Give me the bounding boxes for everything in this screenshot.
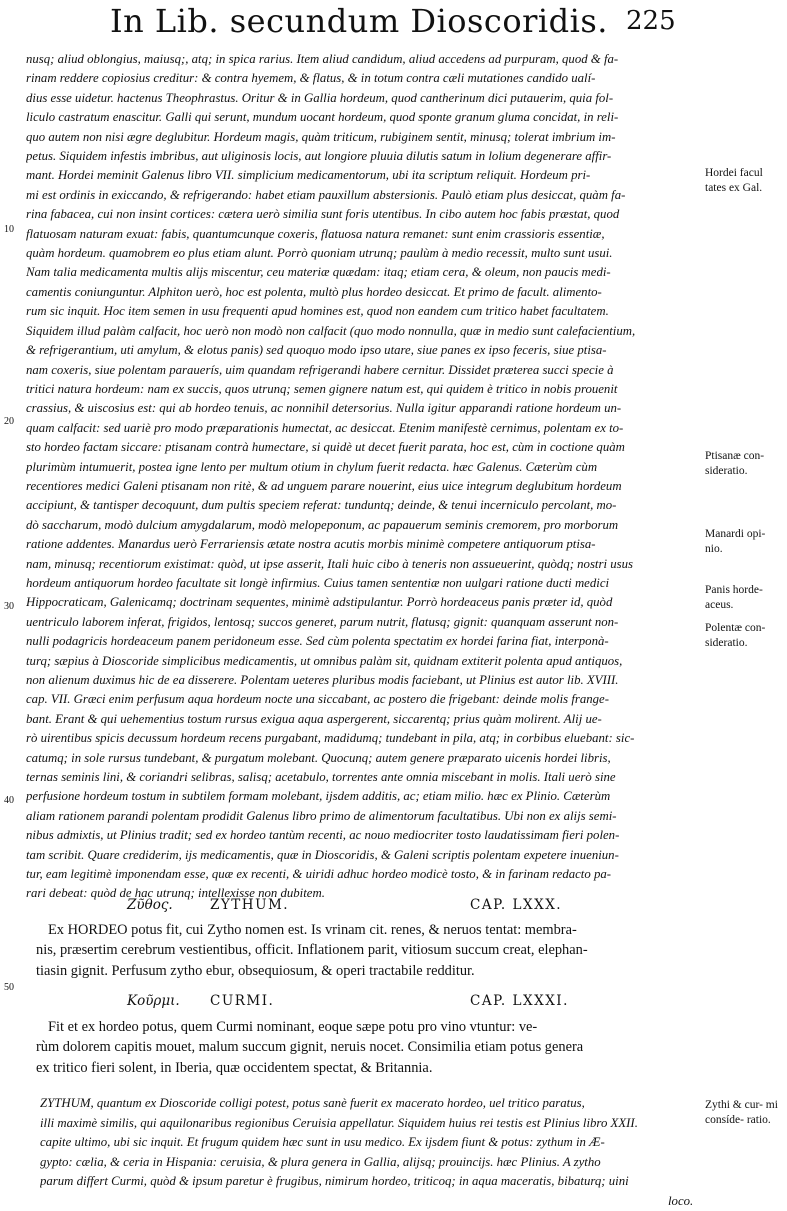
text-line: accipiunt, & tantisper decoquunt, dum pultis speciem referat: tunduntq; deinde, & tenui incerniculo percolant, mo- xyxy=(26,498,617,513)
text-line: plurimùm intumuerit, postea igne lento per multum otium in chylum fuerit redacta. hæc Galenus. Cæterùm cùm xyxy=(26,459,598,474)
text-line: sto hordeo factam siccare: ptisanam contrà humectare, si quidè ut decet fuerit parata, hoc est, cùm in coctione quàm xyxy=(26,440,625,455)
chapter-name: ZYTHUM. xyxy=(210,897,290,913)
text-line: ex tritico fieri solent, in Iberia, quæ occidentem spectat, & Britannia. xyxy=(36,1059,433,1076)
text-line: hordeum antiquorum hordeo facultate sit longè infirmius. Cuius tamen sententiæ non uulgari ratione ducti medici xyxy=(26,575,610,590)
chapter-heading-curmi xyxy=(0,993,700,1015)
line-number: 30 xyxy=(4,601,14,612)
running-title: In Lib. secundum Dioscoridis. xyxy=(110,2,608,40)
chapter-text-zythum xyxy=(36,920,708,981)
text-line: aliam rationem parandi polentam prodidit Galenus libro primo de alimentorum facultatibus. Ubi non ex alijs semi- xyxy=(26,808,617,823)
text-line: Ex HORDEO potus fit, cui Zytho nomen est. Is vrinam cit. renes, & neruos tentat: membra- xyxy=(48,922,577,938)
text-line: ZYTHUM, quantum ex Dioscoride colligi potest, potus sanè fuerit ex macerato hordeo, uel tritico paratus, xyxy=(40,1096,585,1110)
text-line: crassius, & uiscosius est: qui ab hordeo tenuis, ac nonnihil detersorius. Nulla igitur apparandi ratione hordeum un- xyxy=(26,401,622,416)
line-number: 20 xyxy=(4,416,14,427)
text-line: catumq; in sole rursus tundebant, & purgatum molebant. Quocunq; autem genere præparato uicenis hordei libris, xyxy=(26,750,611,765)
text-line: rari debeat: quòd de hac utrunq; intellexisse non dubitem. xyxy=(26,886,325,901)
chapter-number: CAP. LXXXI. xyxy=(470,993,569,1009)
running-header xyxy=(0,2,787,42)
text-line: tritici natura hordeum: nam ex succis, quos utrunq; semen gignere natum est, qui quidem è tritico in nobis prouenit xyxy=(26,381,618,396)
text-line: rum sic inquit. Hoc item semen in usu frequenti apud homines est, quod non eandem cum tritico habet facultatem. xyxy=(26,304,609,319)
commentary-zythum-curmi xyxy=(40,1094,708,1211)
text-line: parum differt Curmi, quòd & ipsum paretur è frugibus, nimirum hordeo, triticoq; in aqua maceratis, bibaturq; uini xyxy=(40,1174,629,1188)
chapter-text-curmi xyxy=(36,1017,708,1078)
text-line: bant. Erant & qui uehementius tostum rursus exigua aqua aspergerent, siccarentq; prius quàm molirent. Alij ue- xyxy=(26,711,602,726)
text-line: quo autem non nisi ægre deglubitur. Hordeum magis, quàm triticum, rubiginem sentit, minusq; tolerat imbrium im- xyxy=(26,129,616,144)
text-line: rinam reddere copiosius creditur: & contra hyemem, & flatus, & in totum contra cæli mutationes candido ualí- xyxy=(26,71,596,86)
text-line: perfusione hordeum tostum in subtilem formam molebant, ijsdem additis, ac; etiam milio. hæc ex Plinio. Cæterùm xyxy=(26,789,611,804)
text-line: Siquidem illud palàm calfacit, hoc uerò non modò non calfacit (quo modo nonnulla, quæ in medio sunt calefacientium, xyxy=(26,323,636,338)
text-line: flatuosam naturam exuat: fabis, quantumcunque coxeris, flatuosa natura remanet: sunt enim crassioris essentiæ, xyxy=(26,226,605,241)
text-line: liculo castratum enascitur. Galli qui serunt, mundum uocant hordeum, quod sponte granum gluma concidat, in reli- xyxy=(26,110,619,125)
text-line: mant. Hordei meminit Galenus libro VII. simplicium medicamentorum, ubi ita scriptum reliquit. Hordeum pri- xyxy=(26,168,591,183)
text-line: turq; sæpius à Dioscoride simplicibus medicamentis, ut omnibus palàm sit, quidnam extiterit polenta apud antiquos, xyxy=(26,653,623,668)
text-line: gypto: cælia, & ceria in Hispania: ceruisia, & plura genera in Gallia, alijsq; prouincijs. hæc Plinius. A zytho xyxy=(40,1154,601,1169)
text-line: tiasin gignit. Perfusum zytho ebur, obsequiosum, & operi tractabile redditur. xyxy=(36,962,475,979)
margin-note: Hordei facul tates ex Gal. xyxy=(705,167,763,194)
text-line: nibus admixtis, ut Plinius tradit; sed ex hordeo tantùm recenti, ac nouo mediocriter tosto laudatissimam fieri polen- xyxy=(26,828,620,843)
text-line: rùm dolorem capitis mouet, malum succum gignit, neruis nocet. Consimilia etiam potus genera xyxy=(36,1039,584,1056)
text-line: rò uirentibus spicis decussum hordeum recens purgabant, madidumq; tundebant in pila, atq; in corbibus eluebant: sic- xyxy=(26,731,635,746)
text-line: quam calfacit: sed uariè pro modo præparationis humectat, ac desiccat. Etenim manifestè cernimus, polentam ex to- xyxy=(26,420,624,435)
text-line: ratione addentes. Manardus uerò Ferrariensis ætate nostra acutis morbis minimè competere antiquorum ptisa- xyxy=(26,537,596,552)
text-line: capite ultimo, ubi sic inquit. Et frugum quidem hæc sunt in usu medico. Ex ijsdem fiunt & potus: zythum in Æ- xyxy=(40,1135,605,1149)
page-number: 225 xyxy=(626,6,676,36)
chapter-heading-zythum xyxy=(0,897,700,919)
text-line: Hippocraticam, Galenicamq; doctrinam sequentes, minimè adstipulantur. Porrò hordeaceus panis præter id, quòd xyxy=(26,595,613,610)
text-line: nulli podagricis hordeaceum panem peridoneum esse. Sed cùm polenta spectatim ex hordei farina fiat, interponà- xyxy=(26,634,609,649)
text-line: nis, præsertim cerebrum vestientibus, officit. Inflationem parit, vitiosum succum creat, elephan- xyxy=(36,942,588,959)
text-line: & refrigerantium, uti amylum, & elotus panis) sed quoquo modo ipso utare, siue panes ex ipso feceris, siue ptisa- xyxy=(26,343,607,358)
text-line: petus. Siquidem infestis imbribus, aut uliginosis locis, aut longiore pluuia dilutis satum in lolium degenerare affir- xyxy=(26,149,612,164)
text-line: quàm hordeum. quamobrem eo plus etiam alunt. Porrò quoniam utrunq; paulùm à medio recessit, multo sunt usui. xyxy=(26,246,613,261)
margin-note: Panis horde- aceus. xyxy=(705,584,763,611)
text-line: camentis coniunguntur. Alphiton uerò, hoc est polenta, multò plus hordeo desiccat. Et primo de facult. alimento- xyxy=(26,284,602,299)
text-line: cap. VII. Græci enim perfusum aqua hordeum nocte una siccabant, ac postero die frigebant: deinde molis frange- xyxy=(26,692,609,707)
greek-title: Κοῦρμι. xyxy=(127,993,180,1009)
text-line: recentiores medici Galeni ptisanam non ritè, & ad unguem parare nouerint, eius uice integrum deglubitum hordeum xyxy=(26,478,622,493)
text-line: nam coxeris, siue polentam parauerís, uim quandam refrigerandi habere cernitur. Dissidet præterea succi specie à xyxy=(26,362,614,377)
greek-title: Ζῦθος. xyxy=(127,897,173,913)
text-line: rina fabacea, cui non insint cortices: cætera uerò similia sunt foris utentibus. In cibo autem hoc fabis præstat, quod xyxy=(26,207,620,222)
text-line: nam, minusq; recentiorum existimat: quòd, ut ipse asserit, Itali huic cibo à teneris non assueuerint, quòdq; nostri usus xyxy=(26,556,633,571)
text-line: dò saccharum, modò dulcium amygdalarum, modò melopeponum, ac papauerum seminis cremorem, pro morborum xyxy=(26,517,619,532)
text-line: Nam talia medicamenta multis alijs miscentur, ceu materiæ quædam: itaq; etiam cera, & oleum, non paucis medi- xyxy=(26,265,611,280)
text-line: non alienum duximus hic de ea disserere. Polentam ueteres pluribus modis faciebant, ut Plinius est autor lib. XVIII. xyxy=(26,673,619,687)
text-line: Fit et ex hordeo potus, quem Curmi nominant, eoque sæpe potu pro vino vtuntur: ve- xyxy=(48,1019,538,1035)
margin-note: Zythi & cur- mi consíde- ratio. xyxy=(705,1099,778,1126)
text-line: dius esse uidetur. hactenus Theophrastus. Oritur & in Gallia hordeum, quod cantherinum dici putauerim, quia fol- xyxy=(26,90,614,105)
margin-note: Ptisanæ con- sideratio. xyxy=(705,450,765,477)
text-line: mi est ordinis in exiccando, & refrigerando: habet etiam pauxillum abstersionis. Paulò etiam plus desiccat, quàm fa- xyxy=(26,187,626,202)
chapter-number: CAP. LXXX. xyxy=(470,897,563,913)
text-line: ternas seminis lini, & coriandri selibras, salisq; acetabulo, torrentes ante omnia miscebant in molis. Itali uerò sine xyxy=(26,770,616,785)
chapter-name: CURMI. xyxy=(210,993,275,1009)
text-line: tam scribit. Quare crediderim, ijs medicamentis, quæ in Dioscoridis, & Galeni scriptis polentam expetere inueniun- xyxy=(26,847,619,862)
text-line: illi maximè similis, qui aquilonaribus regionibus Ceruisia appellatur. Siquidem huius rei testis est Plinius libro XXII. xyxy=(40,1115,638,1130)
margin-note: Polentæ con- sideratio. xyxy=(705,622,766,649)
text-line: loco. xyxy=(668,1193,694,1208)
text-line: uentriculo laborem inferat, frigidos, lentosq; succos generet, parum nutrit, flatusq; gignit: quanquam asserunt non- xyxy=(26,614,619,629)
text-line: tur, eam legitimè imponendam esse, quæ ex recenti, & uiridi adhuc hordeo modicè tosto, & in farinam redacto pa- xyxy=(26,867,612,882)
text-line: nusq; aliud oblongius, maiusq;, atq; in spica rarius. Item aliud candidum, aliud accedens ad purpuram, quod & fa- xyxy=(26,52,619,66)
margin-note: Manardi opi- nio. xyxy=(705,528,766,555)
line-number: 40 xyxy=(4,795,14,806)
line-number: 50 xyxy=(4,982,14,993)
line-number: 10 xyxy=(4,224,14,235)
commentary-text xyxy=(26,50,706,904)
